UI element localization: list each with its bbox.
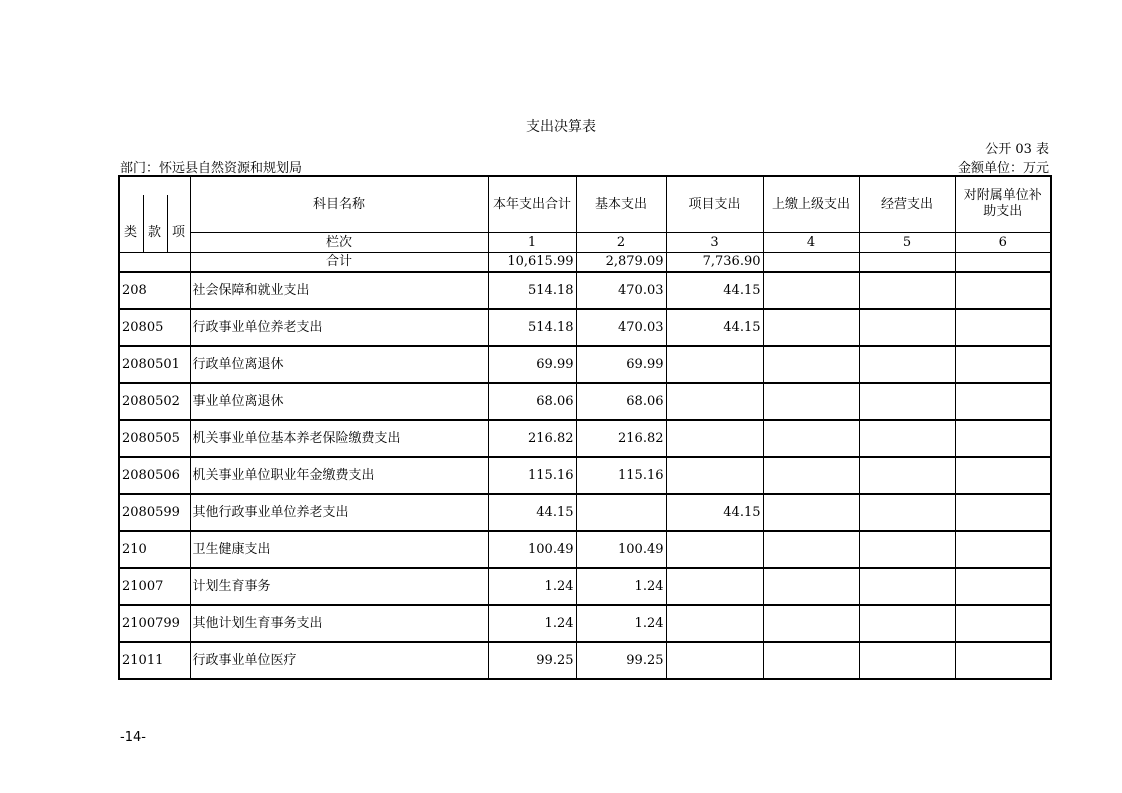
subject-name: 其他计划生育事务支出 [190, 605, 488, 642]
amount-cell [955, 383, 1051, 420]
amount-cell: 99.25 [488, 642, 576, 679]
amount-cell [666, 457, 763, 494]
amount-cell [666, 383, 763, 420]
subject-code: 210 [119, 531, 190, 568]
amount-cell [666, 642, 763, 679]
subject-code: 2080502 [119, 383, 190, 420]
col-header-business: 经营支出 [859, 176, 955, 232]
amount-cell [955, 568, 1051, 605]
subject-name: 机关事业单位基本养老保险缴费支出 [190, 420, 488, 457]
table-row [119, 568, 1051, 605]
amount-cell: 216.82 [576, 420, 666, 457]
amount-cell [955, 420, 1051, 457]
table-title: 支出决算表 [526, 119, 596, 135]
lanci-num: 4 [763, 232, 859, 252]
amount-cell [955, 605, 1051, 642]
page-number: -14- [120, 730, 146, 745]
amount-cell [859, 457, 955, 494]
department-label: 部门：怀远县自然资源和规划局 [120, 161, 303, 176]
table-row [119, 531, 1051, 568]
amount-unit-label: 金额单位：万元 [957, 161, 1049, 176]
subject-code: 2100799 [119, 605, 190, 642]
kuan-label: 款 [148, 224, 162, 240]
subject-code: 2080501 [119, 346, 190, 383]
subject-code: 208 [119, 272, 190, 309]
amount-cell: 69.99 [576, 346, 666, 383]
amount-cell [859, 494, 955, 531]
subject-code: 2080599 [119, 494, 190, 531]
amount-cell [859, 309, 955, 346]
amount-cell [955, 494, 1051, 531]
subject-name-header: 科目名称 [190, 176, 488, 232]
subject-name: 行政事业单位医疗 [190, 642, 488, 679]
subject-name: 事业单位离退休 [190, 383, 488, 420]
subject-name: 计划生育事务 [190, 568, 488, 605]
subject-code: 2080506 [119, 457, 190, 494]
total-value [859, 252, 955, 272]
amount-cell [955, 346, 1051, 383]
subject-code: 21007 [119, 568, 190, 605]
col-header-total: 本年支出合计 [488, 176, 576, 232]
amount-cell [955, 642, 1051, 679]
amount-cell [763, 383, 859, 420]
amount-cell [859, 568, 955, 605]
amount-cell: 514.18 [488, 309, 576, 346]
lanci-row [119, 232, 1051, 252]
col-header-upper: 上缴上级支出 [763, 176, 859, 232]
amount-cell [576, 494, 666, 531]
amount-cell [859, 346, 955, 383]
amount-cell [763, 309, 859, 346]
amount-cell: 69.99 [488, 346, 576, 383]
table-row [119, 309, 1051, 346]
header-row [119, 176, 1051, 232]
col-header-subsidy: 对附属单位补助支出 [955, 176, 1051, 232]
subject-name: 机关事业单位职业年金缴费支出 [190, 457, 488, 494]
subject-code: 2080505 [119, 420, 190, 457]
amount-cell [763, 605, 859, 642]
amount-cell: 44.15 [666, 309, 763, 346]
amount-cell [859, 272, 955, 309]
amount-cell [666, 420, 763, 457]
amount-cell [666, 605, 763, 642]
table-row [119, 346, 1051, 383]
subject-name: 社会保障和就业支出 [190, 272, 488, 309]
amount-cell [859, 531, 955, 568]
total-label: 合计 [190, 252, 488, 272]
amount-cell: 44.15 [666, 494, 763, 531]
table-row [119, 420, 1051, 457]
subject-name: 行政事业单位养老支出 [190, 309, 488, 346]
expenditure-table [118, 175, 1052, 680]
amount-cell: 68.06 [488, 383, 576, 420]
subject-code: 20805 [119, 309, 190, 346]
amount-cell: 470.03 [576, 309, 666, 346]
amount-cell [763, 642, 859, 679]
xiang-label: 项 [172, 224, 186, 240]
subject-name: 卫生健康支出 [190, 531, 488, 568]
amount-cell: 115.16 [488, 457, 576, 494]
amount-cell [763, 494, 859, 531]
amount-cell [666, 568, 763, 605]
lanci-num: 1 [488, 232, 576, 252]
lei-label: 类 [124, 224, 138, 240]
amount-cell: 44.15 [488, 494, 576, 531]
form-number: 公开 03 表 [985, 142, 1049, 157]
total-value [955, 252, 1051, 272]
subject-name: 其他行政事业单位养老支出 [190, 494, 488, 531]
amount-cell: 100.49 [576, 531, 666, 568]
amount-cell [955, 531, 1051, 568]
amount-cell: 216.82 [488, 420, 576, 457]
amount-cell [763, 568, 859, 605]
lanci-num: 6 [955, 232, 1051, 252]
table-row [119, 457, 1051, 494]
subject-code: 21011 [119, 642, 190, 679]
table-row [119, 383, 1051, 420]
amount-cell [859, 420, 955, 457]
amount-cell [763, 272, 859, 309]
table-row [119, 642, 1051, 679]
total-value [763, 252, 859, 272]
total-code-cell [119, 252, 190, 272]
category-header-cell [119, 176, 190, 252]
lanci-num: 3 [666, 232, 763, 252]
amount-cell: 470.03 [576, 272, 666, 309]
total-value: 7,736.90 [666, 252, 763, 272]
amount-cell: 1.24 [488, 568, 576, 605]
amount-cell [955, 457, 1051, 494]
amount-cell: 99.25 [576, 642, 666, 679]
amount-cell [666, 531, 763, 568]
amount-cell: 1.24 [576, 568, 666, 605]
amount-cell: 68.06 [576, 383, 666, 420]
amount-cell [859, 642, 955, 679]
amount-cell [763, 420, 859, 457]
amount-cell: 115.16 [576, 457, 666, 494]
table-row [119, 494, 1051, 531]
total-row [119, 252, 1051, 272]
amount-cell [955, 272, 1051, 309]
table-row [119, 272, 1051, 309]
lanci-num: 5 [859, 232, 955, 252]
lanci-label: 栏次 [190, 232, 488, 252]
amount-cell [763, 531, 859, 568]
amount-cell: 44.15 [666, 272, 763, 309]
amount-cell: 514.18 [488, 272, 576, 309]
amount-cell [859, 383, 955, 420]
amount-cell [763, 457, 859, 494]
amount-cell: 1.24 [576, 605, 666, 642]
amount-cell [955, 309, 1051, 346]
total-value: 10,615.99 [488, 252, 576, 272]
amount-cell [763, 346, 859, 383]
subject-name: 行政单位离退休 [190, 346, 488, 383]
total-value: 2,879.09 [576, 252, 666, 272]
amount-cell: 100.49 [488, 531, 576, 568]
amount-cell: 1.24 [488, 605, 576, 642]
table-row [119, 605, 1051, 642]
data-rows [119, 272, 1051, 679]
lanci-num: 2 [576, 232, 666, 252]
amount-cell [666, 346, 763, 383]
amount-cell [859, 605, 955, 642]
col-header-project: 项目支出 [666, 176, 763, 232]
col-header-basic: 基本支出 [576, 176, 666, 232]
